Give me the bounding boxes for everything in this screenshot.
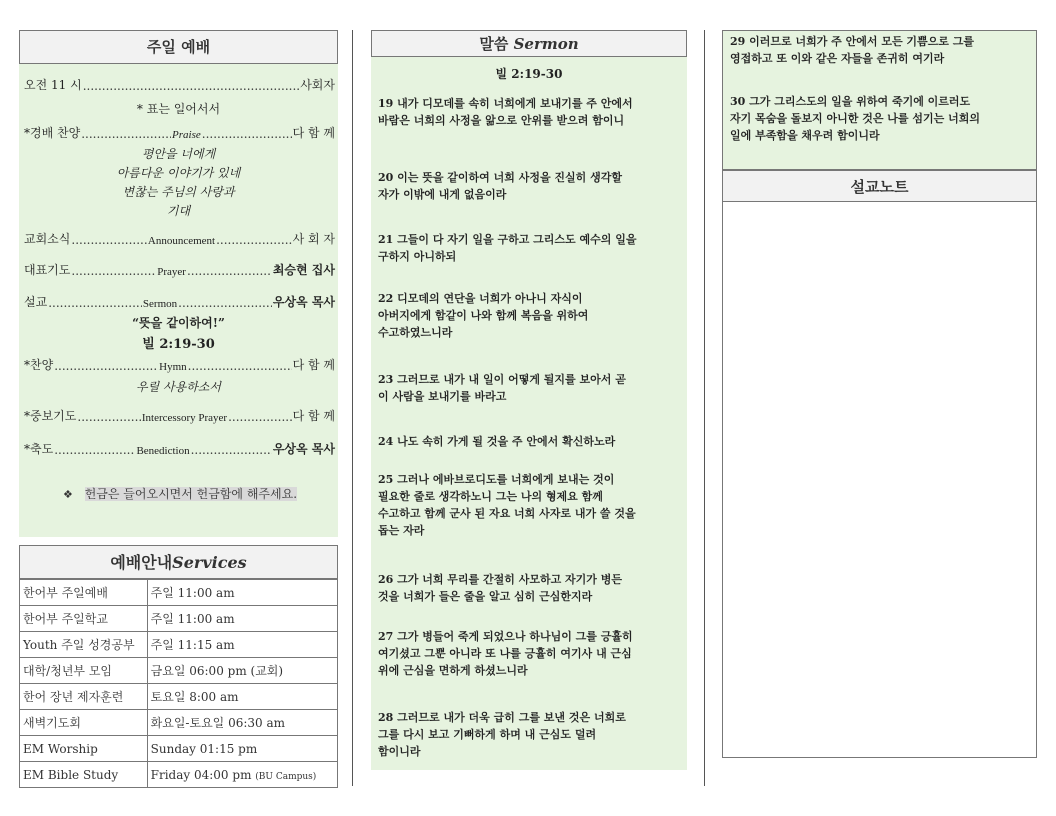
service-name: EM Worship bbox=[20, 736, 148, 762]
table-row bbox=[20, 762, 338, 788]
worship-order-panel bbox=[19, 64, 338, 537]
offering-note: 헌금은 들어오시면서 헌금함에 해주세요. bbox=[84, 487, 298, 501]
hymn-mid: Hymn bbox=[159, 361, 187, 373]
verse bbox=[378, 290, 681, 341]
verse bbox=[730, 93, 1030, 144]
scripture-ref: 빌 2:19-30 bbox=[495, 67, 563, 81]
sermon-row bbox=[24, 293, 335, 310]
praise-song: 평안을 너에게 bbox=[141, 147, 216, 161]
benediction-mid: Benediction bbox=[136, 445, 190, 457]
table-row bbox=[20, 658, 338, 684]
verse-line: 일에 부족함을 채우려 함이니라 bbox=[730, 129, 880, 142]
verse bbox=[378, 433, 681, 450]
table-row bbox=[20, 606, 338, 632]
praise-song: 변찮는 주님의 사랑과 bbox=[122, 185, 235, 199]
hymn-song: 우릴 사용하소서 bbox=[136, 380, 221, 394]
prayer-right: 최승현 집사 bbox=[272, 263, 335, 277]
sermon-text-continued bbox=[722, 30, 1037, 170]
sermon-text-header bbox=[371, 30, 687, 57]
sermon-title-kr: 말씀 bbox=[479, 35, 509, 53]
service-time bbox=[147, 710, 337, 736]
verse-line: 23 그러므로 내가 내 일이 어떻게 될지를 보아서 곧 bbox=[378, 373, 626, 386]
hymn-row bbox=[24, 356, 335, 373]
verse-line: 돕는 자라 bbox=[378, 524, 425, 537]
news-label: 교회소식 bbox=[24, 232, 71, 246]
service-time-text: 화요일-토요일 06:30 am bbox=[150, 716, 286, 730]
service-time-text: 토요일 8:00 am bbox=[150, 690, 239, 704]
verse bbox=[378, 169, 681, 203]
worship-time: 오전 11 시 bbox=[24, 78, 82, 92]
worship-time-row bbox=[24, 76, 335, 93]
verse-line: 25 그러나 에바브로디도를 너희에게 보내는 것이 bbox=[378, 473, 615, 486]
verse-line: 30 그가 그리스도의 일을 위하여 죽기에 이르러도 bbox=[730, 95, 971, 108]
praise-song: 기대 bbox=[166, 204, 191, 218]
service-time bbox=[147, 736, 337, 762]
verse-line: 자기 목숨을 돌보지 아니한 것은 나를 섬기는 너희의 bbox=[730, 112, 980, 125]
verse bbox=[378, 471, 681, 539]
services-title-en: Services bbox=[172, 553, 247, 572]
verse-line: 영접하고 또 이와 같은 자들을 존귀히 여기라 bbox=[730, 52, 945, 65]
service-name: Youth 주일 성경공부 bbox=[20, 632, 148, 658]
hymn-right: 다 함 께 bbox=[292, 358, 335, 372]
sermon-right: 우상옥 목사 bbox=[272, 295, 335, 309]
worship-header bbox=[19, 30, 338, 64]
verse-line: 27 그가 병들어 죽게 되었으나 하나님이 그를 긍휼히 bbox=[378, 630, 633, 643]
verse-line: 28 그러므로 내가 더욱 급히 그를 보낸 것은 너희로 bbox=[378, 711, 626, 724]
table-row bbox=[20, 736, 338, 762]
verse bbox=[378, 231, 681, 265]
diamond-bullet-icon: ❖ bbox=[63, 488, 73, 501]
praise-right: 다 함 께 bbox=[292, 126, 335, 140]
offering-note-row bbox=[63, 485, 297, 502]
service-time bbox=[147, 580, 337, 606]
service-time-text: Friday 04:00 pm bbox=[150, 767, 256, 782]
prayer-row bbox=[24, 261, 335, 278]
service-name: 한어 장년 제자훈련 bbox=[20, 684, 148, 710]
notes-area[interactable] bbox=[722, 202, 1037, 758]
worship-leader: 사회자 bbox=[300, 78, 335, 92]
table-row bbox=[20, 684, 338, 710]
intercession-right: 다 함 께 bbox=[292, 409, 335, 423]
prayer-mid: Prayer bbox=[157, 266, 186, 278]
verse bbox=[378, 571, 681, 605]
verse-line: 22 디모데의 연단을 너희가 아나니 자식이 bbox=[378, 292, 583, 305]
verse-line: 여기셨고 그뿐 아니라 또 나를 긍휼히 여기사 내 근심 bbox=[378, 647, 632, 660]
sermon-ref: 빌 2:19-30 bbox=[142, 337, 215, 352]
service-name: 한어부 주일예배 bbox=[20, 580, 148, 606]
notes-title: 설교노트 bbox=[850, 178, 909, 196]
verse-line: 21 그들이 다 자기 일을 구하고 그리스도 예수의 일을 bbox=[378, 233, 637, 246]
verse-line: 아버지에게 함같이 나와 함께 복음을 위하여 bbox=[378, 309, 589, 322]
praise-label: *경배 찬양 bbox=[24, 126, 81, 140]
sermon-title-en: Sermon bbox=[513, 35, 579, 53]
news-mid: Announcement bbox=[147, 235, 216, 247]
column-divider bbox=[704, 30, 705, 786]
verse-line: 이 사람을 보내기를 바라고 bbox=[378, 390, 507, 403]
verse bbox=[378, 371, 681, 405]
sermon-label: 설교 bbox=[24, 295, 48, 309]
service-name: 새벽기도회 bbox=[20, 710, 148, 736]
standing-note: * 표는 일어서서 bbox=[136, 102, 221, 116]
praise-row bbox=[24, 124, 335, 141]
service-name: 대학/청년부 모임 bbox=[20, 658, 148, 684]
praise-mid: Praise bbox=[172, 129, 201, 141]
benediction-right: 우상옥 목사 bbox=[272, 442, 335, 456]
verse-line: 수고하였느니라 bbox=[378, 326, 453, 339]
verse bbox=[730, 33, 1030, 67]
service-name: EM Bible Study bbox=[20, 762, 148, 788]
sermon-text-panel bbox=[371, 57, 687, 770]
intercession-mid: Intercessory Prayer bbox=[141, 412, 228, 424]
verse-line: 구하지 아니하되 bbox=[378, 250, 457, 263]
verse-line: 함이니라 bbox=[378, 745, 421, 758]
verse-line: 위에 근심을 면하게 하셨느니라 bbox=[378, 664, 528, 677]
benediction-row bbox=[24, 440, 335, 457]
verse-line: 그를 다시 보고 기뻐하게 하며 내 근심도 덜려 bbox=[378, 728, 597, 741]
column-divider bbox=[352, 30, 353, 786]
service-time-text: 주일 11:00 am bbox=[150, 586, 235, 600]
table-row bbox=[20, 632, 338, 658]
service-location: (BU Campus) bbox=[255, 771, 317, 782]
verse-line: 24 나도 속히 가게 될 것을 주 안에서 확신하노라 bbox=[378, 435, 616, 448]
service-time bbox=[147, 606, 337, 632]
worship-title: 주일 예배 bbox=[146, 38, 211, 56]
verse-line: 26 그가 너희 무리를 간절히 사모하고 자기가 병든 bbox=[378, 573, 623, 586]
service-time-text: 금요일 06:00 pm (교회) bbox=[150, 664, 284, 678]
services-header bbox=[19, 545, 338, 579]
verse bbox=[378, 709, 681, 760]
services-table bbox=[19, 579, 338, 788]
verse-line: 자가 이밖에 내게 없음이라 bbox=[378, 188, 507, 201]
benediction-label: *축도 bbox=[24, 442, 54, 456]
sermon-mid: Sermon bbox=[142, 298, 178, 310]
news-row bbox=[24, 230, 335, 247]
services-title-kr: 예배안내 bbox=[110, 553, 173, 572]
verse-line: 것을 너희가 들은 줄을 알고 심히 근심한지라 bbox=[378, 590, 593, 603]
service-time-text: 주일 11:15 am bbox=[150, 638, 235, 652]
verse-line: 19 내가 디모데를 속히 너희에게 보내기를 주 안에서 bbox=[378, 97, 633, 110]
verse-line: 수고하고 함께 군사 된 자요 너희 사자로 내가 쓸 것을 bbox=[378, 507, 636, 520]
service-time bbox=[147, 684, 337, 710]
prayer-label: 대표기도 bbox=[24, 263, 71, 277]
notes-header bbox=[722, 170, 1037, 202]
hymn-label: *찬양 bbox=[24, 358, 54, 372]
service-time-text: Sunday 01:15 pm bbox=[150, 741, 258, 756]
verse-line: 바람은 너희의 사정을 앎으로 안위를 받으려 함이니 bbox=[378, 114, 625, 127]
praise-song: 아름다운 이야기가 있네 bbox=[116, 166, 241, 180]
service-time bbox=[147, 658, 337, 684]
intercession-row bbox=[24, 407, 335, 424]
table-row bbox=[20, 580, 338, 606]
table-row bbox=[20, 710, 338, 736]
service-name: 한어부 주일학교 bbox=[20, 606, 148, 632]
verse-line: 20 이는 뜻을 같이하여 너희 사정을 진실히 생각할 bbox=[378, 171, 623, 184]
verse bbox=[378, 95, 681, 129]
verse-line: 29 이러므로 너희가 주 안에서 모든 기쁨으로 그를 bbox=[730, 35, 975, 48]
intercession-label: *중보기도 bbox=[24, 409, 77, 423]
verse-line: 필요한 줄로 생각하노니 그는 나의 형제요 함께 bbox=[378, 490, 603, 503]
news-right: 사 회 자 bbox=[292, 232, 335, 246]
sermon-title: “뜻을 같이하여!” bbox=[132, 316, 225, 330]
service-time-text: 주일 11:00 am bbox=[150, 612, 235, 626]
verse bbox=[378, 628, 681, 679]
service-time bbox=[147, 762, 337, 788]
service-time bbox=[147, 632, 337, 658]
